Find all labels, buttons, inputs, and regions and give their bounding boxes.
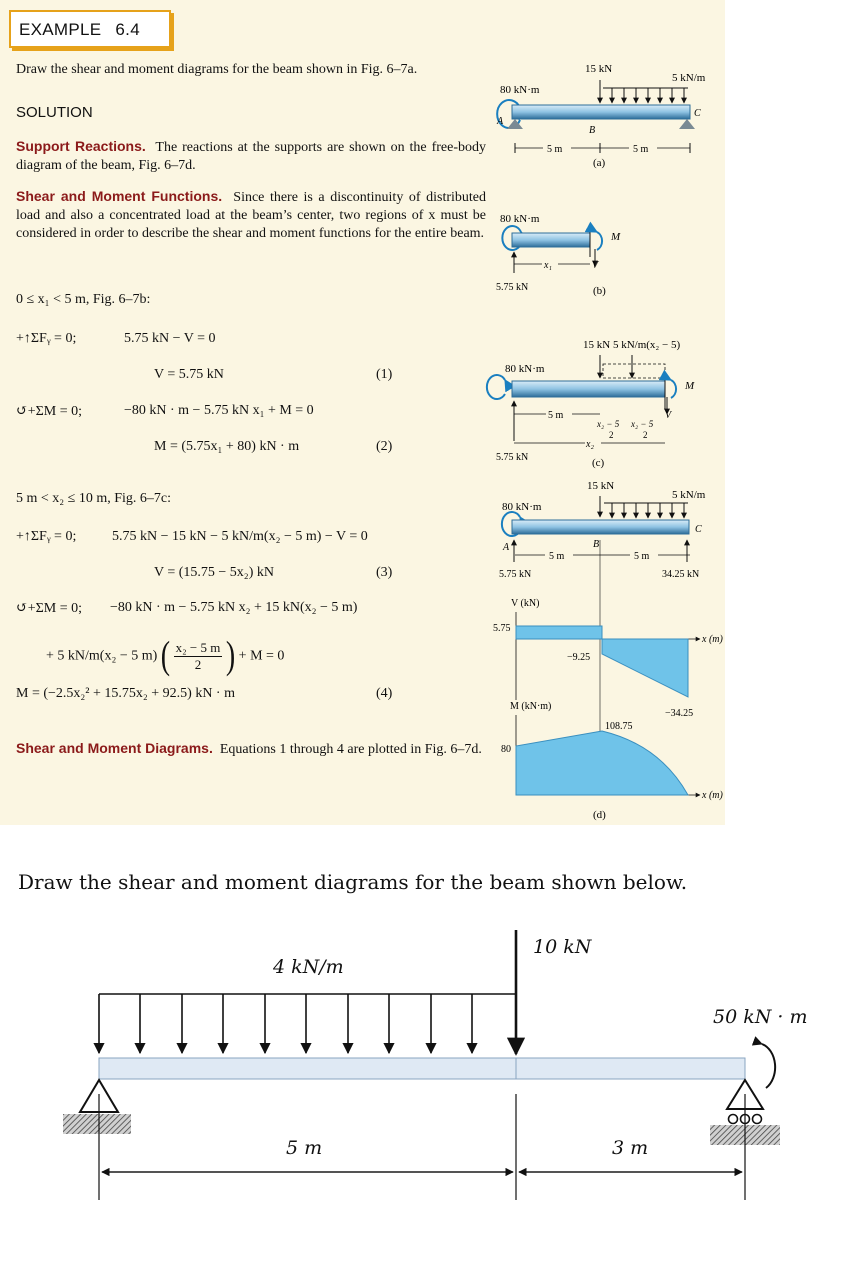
fig-d-label-b: B [593,539,600,550]
region1-m-equation: −80 kN · m − 5.75 kN x₁ + M = 0 [124,403,314,418]
problem-moment-label: 50 kN · m [713,1006,808,1028]
fig-c-reaction: 5.75 kN [496,452,529,463]
diagrams-heading: Shear and Moment Diagrams. [16,740,213,756]
region2-v-result: V = (15.75 − 5x₂) kN [154,565,274,580]
fig-a-label-a: A [497,116,504,127]
fig-d-label-a: A [503,542,510,553]
fig-c-moment-label: 80 kN·m [505,363,545,375]
region2-fy-label: +↑ΣFᵧ = 0; [16,529,77,544]
shear-value-34-25: −34.25 [665,708,694,719]
problem-distributed-load [99,994,517,1053]
solution-heading: SOLUTION [16,104,93,121]
fig-b-m-label: M [611,231,621,243]
fig-d-reaction-c: 34.25 kN [662,569,700,580]
equation-number-1: (1) [376,367,393,382]
fig-d-span-2: 5 m [634,551,650,562]
problem-dist-load-label: 4 kN/m [273,956,344,978]
fig-c-half-1: x₂ − 5 [597,419,620,429]
moment-axis-label: M (kN·m) [510,701,552,712]
fig-c-denominator-1: 2 [609,430,614,440]
region2-fy-equation: 5.75 kN − 15 kN − 5 kN/m(x₂ − 5 m) − V = 0 [112,529,368,544]
fig-b-moment-label: 80 kN·m [500,213,540,225]
moment-value-80: 80 [501,744,511,755]
intro-text: Draw the shear and moment diagrams for the beam shown in Fig. 6–7a. [16,62,418,77]
region2-m-result: M = (−2.5x₂² + 15.75x₂ + 92.5) kN · m [16,686,235,701]
fig-d-reaction-a: 5.75 kN [499,569,532,580]
functions-text: Since there is a discontinuity of distributed load and also a concentrated load at the beam’s center, two regions of x must be considered in order to describe the shear and moment functions for the entire beam. [16,190,487,241]
problem-beam [99,1058,745,1079]
region2-m-label: ↺+ΣM = 0; [16,601,83,616]
diagrams-text: Equations 1 through 4 are plotted in Fig. 6–7d. [219,742,482,757]
problem-span-1: 5 m [286,1137,323,1159]
equation-number-4: (4) [376,686,393,701]
fig-c-loads-label: 15 kN 5 kN/m(x₂ − 5) [583,339,681,351]
fig-d-moment-label: 80 kN·m [502,501,542,513]
moment-value-108-75: 108.75 [605,721,633,732]
shear-value-9-25: −9.25 [567,652,591,663]
region1-range: 0 ≤ x₁ < 5 m, Fig. 6–7b: [16,292,151,307]
support-heading: Support Reactions. [16,138,146,154]
moment-x-axis-label: x (m) [702,790,723,801]
problem-beam-figure [0,900,852,1280]
fig-d-label-c: C [695,524,702,535]
region2-m-equation: −80 kN · m − 5.75 kN x₂ + 15 kN(x₂ − 5 m) [110,600,358,615]
pin-support [63,1080,131,1134]
problem-prompt: Draw the shear and moment diagrams for the beam shown below. [18,870,688,894]
fig-c-v-label: V [665,410,672,421]
shear-axis-label: V (kN) [511,598,540,609]
fig-a-span-1: 5 m [547,144,563,155]
fig-b-x-label: x₁ [544,260,552,271]
region1-m-label: ↺+ΣM = 0; [16,404,83,419]
fig-c-m-label: M [685,380,695,392]
problem-dimension-line [99,1094,745,1200]
moment-region [516,731,688,795]
figure-b [496,213,621,297]
problem-moment-arrow [762,1044,775,1088]
fig-b-caption: (b) [593,285,606,297]
fig-a-span-2: 5 m [633,144,649,155]
fig-c-span: 5 m [548,410,564,421]
region1-v-result: V = 5.75 kN [154,367,224,382]
region2-range: 5 m < x₂ ≤ 10 m, Fig. 6–7c: [16,491,172,506]
fig-c-denominator-2: 2 [643,430,648,440]
fig-a-caption: (a) [593,157,606,169]
fig-c-half-2: x₂ − 5 [631,419,654,429]
region1-fy-equation: 5.75 kN − V = 0 [124,331,216,346]
fig-a-label-b: B [589,125,596,136]
problem-point-load-label: 10 kN [533,936,592,958]
figure-a [496,63,706,169]
fig-c-x-label: x₂ [586,439,594,450]
functions-heading: Shear and Moment Functions. [16,188,223,204]
fig-d-dist-load-label: 5 kN/m [672,489,706,501]
shear-region-1 [516,626,602,639]
equation-number-3: (3) [376,565,393,580]
fig-a-label-c: C [694,108,701,119]
region2-m-equation-cont: + 5 kN/m(x₂ − 5 m) ( $\frac{\text{x₂ − 5 m}}{2}$ ) + M = 0 [46,634,285,678]
region1-fy-label: +↑ΣFᵧ = 0; [16,331,77,346]
shear-value-5-75: 5.75 [493,623,511,634]
fig-b-v-label: V [592,260,599,271]
fig-a-moment-label: 80 kN·m [500,84,540,96]
equation-number-2: (2) [376,439,393,454]
problem-span-2: 3 m [612,1137,649,1159]
figure-c [487,339,695,469]
region1-m-result: M = (5.75x₁ + 80) kN · m [154,439,300,454]
shear-region-2 [602,639,688,697]
fig-c-caption: (c) [592,457,605,469]
fig-d-span-1: 5 m [549,551,565,562]
fig-d-point-load-label: 15 kN [587,480,615,492]
support-text: The reactions at the supports are shown on the free-body diagram of the beam, Fig. 6–7d. [16,140,486,173]
moment-diagram [501,701,723,821]
fig-b-reaction: 5.75 kN [496,282,529,293]
shear-x-axis-label: x (m) [702,634,723,645]
example-badge: EXAMPLE 6.4 [9,10,171,48]
fig-a-dist-load-label: 5 kN/m [672,72,706,84]
fig-d-caption: (d) [593,809,606,821]
fig-a-point-load-label: 15 kN [585,63,613,75]
